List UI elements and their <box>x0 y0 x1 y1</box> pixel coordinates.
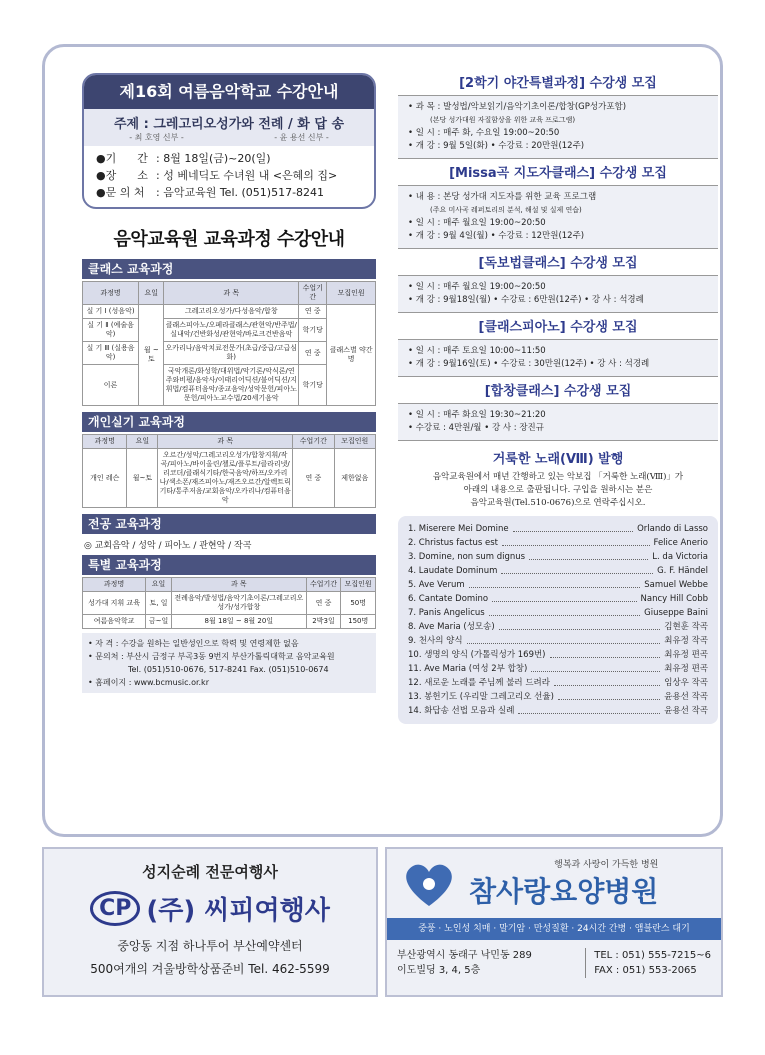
song-row <box>408 634 708 648</box>
cell: 클래스별 약간명 <box>327 305 376 406</box>
heart-logo-icon <box>399 858 459 910</box>
song-row <box>408 662 708 676</box>
song-row <box>408 690 708 704</box>
song-title: 3. Domine, non sum dignus <box>408 552 526 562</box>
section-title: [Missa곡 지도자클래스] 수강생 모집 <box>449 166 667 181</box>
info-key: ●기 간 <box>96 152 148 165</box>
cell: 연 중 <box>306 592 341 615</box>
song-row <box>408 550 708 564</box>
travel-branch: 중앙동 지점 하나투어 부산예약센터 <box>117 939 303 953</box>
cell: 150명 <box>341 615 376 629</box>
travel-name: (주) 씨피여행사 <box>146 896 330 926</box>
song-row <box>408 704 708 718</box>
dot-leader <box>529 550 648 560</box>
song-composer: 임상우 작곡 <box>664 678 708 688</box>
lecturer-2: - 윤 용선 신부 - <box>274 133 329 142</box>
lecturer-1: - 최 호영 신부 - <box>129 133 184 142</box>
info-key: ●장 소 <box>96 169 148 182</box>
cell: 연 중 <box>299 342 327 365</box>
summer-school-title: 제16회 여름음악학교 수강안내 <box>84 75 374 109</box>
line: • 일 시 : 매주 월요일 19:00~20:50 <box>408 218 546 228</box>
song-title: 1. Miserere Mei Domine <box>408 524 509 534</box>
line: • 일 시 : 매주 화요일 19:30~21:20 <box>408 410 546 420</box>
song-title: 12. 새로운 노래를 주님께 불러 드려라 <box>408 678 550 688</box>
song-composer: L. da Victoria <box>652 552 708 562</box>
evening-course <box>398 73 718 159</box>
piano-course <box>398 317 718 377</box>
song-composer: 김현훈 작곡 <box>664 622 708 632</box>
song-title: 6. Cantate Domino <box>408 594 489 604</box>
line: • 내 용 : 본당 성가대 지도자를 위한 교육 프로그램 <box>408 192 597 202</box>
hospital-addr: 부산광역시 동래구 낙민동 289 <box>397 950 532 961</box>
dot-leader <box>489 606 640 616</box>
song-title: 5. Ave Verum <box>408 580 465 590</box>
cell: 2박3일 <box>306 615 341 629</box>
class-table <box>82 281 376 406</box>
travel-phone: 500여개의 겨울방학상품준비 Tel. 462-5599 <box>90 962 330 976</box>
hospital-ad <box>385 847 723 997</box>
songbook-desc: 음악교육원(Tel.510-0676)으로 연락주십시오. <box>470 498 646 508</box>
left-column <box>82 73 376 693</box>
th: 과정명 <box>83 282 139 305</box>
note-line: • 문의처 : 부산시 금정구 부곡3동 9번지 부산가톨릭대학교 음악교육원 <box>88 652 335 661</box>
line: (주요 미사곡 레퍼토리의 분석, 해설 및 실제 연습) <box>430 206 582 214</box>
travel-ad <box>42 847 378 997</box>
individual-section-title: 개인실기 교육과정 <box>82 412 376 432</box>
songbook-desc: 아래의 내용으로 출판됩니다. 구입을 원하시는 분은 <box>463 485 653 495</box>
hospital-slogan: 행복과 사랑이 가득한 병원 <box>554 860 659 870</box>
song-title: 14. 화답송 선법 모음과 실례 <box>408 706 515 716</box>
travel-tagline: 성지순례 전문여행사 <box>142 863 278 881</box>
cell: 국악개론/화성학/대위법/악기론/악식론/연주와비평/음악사/이태리어딕션/불어딕션/지휘법/컴퓨터음악/종교음악/성악문헌/피아노문헌/피아노교수법/20세기음악 <box>164 365 299 406</box>
summer-school-theme: 주제 : 그레고리오성가와 전례 / 화 답 송 <box>114 117 344 132</box>
dot-leader <box>467 634 661 644</box>
line: (본당 성가대원 자질함상을 위한 교육 프로그램) <box>430 116 576 124</box>
th: 모집인원 <box>334 435 375 449</box>
song-composer: Samuel Webbe <box>644 580 708 590</box>
th: 모집인원 <box>341 578 376 592</box>
song-title: 11. Ave Maria (여성 2부 합창) <box>408 664 528 674</box>
line: • 일 시 : 매주 월요일 19:00~20:50 <box>408 282 546 292</box>
cell: 실 기 Ⅱ (예술음악) <box>83 319 139 342</box>
dot-leader <box>518 704 660 714</box>
cell: 50명 <box>341 592 376 615</box>
sightreading-course <box>398 253 718 313</box>
hospital-services: 중풍 · 노인성 치매 · 말기암 · 만성질환 · 24시간 간병 · 앰블란스 대기 <box>387 918 721 940</box>
cell: 이론 <box>83 365 139 406</box>
major-section-title: 전공 교육과정 <box>82 514 376 534</box>
song-row <box>408 564 708 578</box>
dot-leader <box>558 690 660 700</box>
cell: 연 중 <box>299 305 327 319</box>
section-title: [클래스피아노] 수강생 모집 <box>478 320 638 335</box>
cell: 여름음악학교 <box>83 615 146 629</box>
song-row <box>408 648 708 662</box>
song-row <box>408 536 708 550</box>
th: 수업기간 <box>293 435 334 449</box>
th: 모집인원 <box>327 282 376 305</box>
songbook-title: 거룩한 노래(Ⅷ) 발행 <box>492 452 624 467</box>
song-composer: 윤용선 작곡 <box>664 706 708 716</box>
song-row <box>408 606 708 620</box>
song-title: 8. Ave Maria (성모송) <box>408 622 495 632</box>
cell: 토, 일 <box>146 592 172 615</box>
line: • 개 강 : 9월18일(월) • 수강료 : 6만원(12주) • 강 사 : 석경례 <box>408 295 644 305</box>
song-title: 2. Christus factus est <box>408 538 498 548</box>
notes-box <box>82 633 376 693</box>
line: • 개 강 : 9월16일(토) • 수강료 : 30만원(12주) • 강 사 : 석경례 <box>408 359 650 369</box>
cell: 성가대 지휘 교육 <box>83 592 146 615</box>
song-title: 7. Panis Angelicus <box>408 608 485 618</box>
th: 과정명 <box>83 578 146 592</box>
song-list <box>398 516 718 724</box>
cell: 연 중 <box>293 449 334 508</box>
cell: 학기당 <box>299 365 327 406</box>
song-composer: 최유정 작곡 <box>664 636 708 646</box>
dot-leader <box>502 536 650 546</box>
th: 수업기간 <box>299 282 327 305</box>
song-composer: Felice Anerio <box>653 538 708 548</box>
th: 요일 <box>146 578 172 592</box>
dot-leader <box>492 592 636 602</box>
th: 과정명 <box>83 435 127 449</box>
line: • 일 시 : 매주 토요일 10:00~11:50 <box>408 346 546 356</box>
note-line: Tel. (051)510-0676, 517-8241 Fax. (051)510-0674 <box>128 665 329 674</box>
line: • 개 강 : 9월 5일(화) • 수강료 : 20만원(12주) <box>408 141 585 151</box>
major-list: ◎ 교회음악 / 성악 / 피아노 / 관현악 / 작곡 <box>84 541 252 551</box>
info-value: : 성 베네딕도 수녀원 내 <은혜의 집> <box>156 169 338 182</box>
songbook-desc: 음악교육원에서 매년 간행하고 있는 악보집 「거룩한 노래(Ⅷ)」가 <box>432 472 684 482</box>
cell: 제한없음 <box>334 449 375 508</box>
dot-leader <box>501 564 653 574</box>
song-title: 13. 봉헌기도 (우리말 그레고리오 선율) <box>408 692 554 702</box>
dot-leader <box>550 648 661 658</box>
th: 과 목 <box>158 435 293 449</box>
line: • 개 강 : 9월 4일(월) • 수강료 : 12만원(12주) <box>408 231 585 241</box>
cell: 금~일 <box>146 615 172 629</box>
summer-school-box <box>82 73 376 209</box>
individual-table <box>82 434 376 508</box>
class-section-title: 클래스 교육과정 <box>82 259 376 279</box>
song-composer: G. F. Händel <box>657 566 708 576</box>
song-composer: Nancy Hill Cobb <box>640 594 708 604</box>
song-title: 9. 천사의 양식 <box>408 636 463 646</box>
song-row <box>408 676 708 690</box>
th: 요일 <box>139 282 164 305</box>
cell: 전례음악/발성법/음악기초이론/그레고리오성가/성가합창 <box>171 592 306 615</box>
choir-course <box>398 381 718 441</box>
info-value: : 음악교육원 Tel. (051)517-8241 <box>156 186 325 199</box>
song-title: 10. 생명의 양식 (가톨릭성가 169번) <box>408 650 546 660</box>
cell: 8월 18일 ~ 8월 20일 <box>171 615 306 629</box>
info-key: ●문 의 처 <box>96 186 145 199</box>
dot-leader <box>499 620 661 630</box>
line: • 과 목 : 발성법/악보읽기/음악기초이론/합창(GP성가포함) <box>408 102 627 112</box>
song-composer: Orlando di Lasso <box>637 524 708 534</box>
cell: 클래스피아노/오페라클래스/관현악/반주법/실내악/건반화성/관현악/바로크건반음악 <box>164 319 299 342</box>
cell: 그레고리오성가/다성음악/합창 <box>164 305 299 319</box>
missa-course <box>398 163 718 249</box>
song-composer: 최유정 편곡 <box>664 650 708 660</box>
right-column <box>398 73 718 724</box>
cell: 개인 레슨 <box>83 449 127 508</box>
th: 요일 <box>127 435 158 449</box>
song-row <box>408 620 708 634</box>
cell: 실 기 Ⅰ (성음악) <box>83 305 139 319</box>
hospital-addr: 이도빌딩 3, 4, 5층 <box>397 965 481 976</box>
hospital-tel: TEL : 051) 555-7215~6 <box>594 950 711 961</box>
main-title: 음악교육원 교육과정 수강안내 <box>113 229 345 250</box>
song-title: 4. Laudate Dominum <box>408 566 498 576</box>
dot-leader <box>554 676 660 686</box>
song-row <box>408 592 708 606</box>
info-value: : 8월 18일(금)~20(일) <box>156 152 271 165</box>
song-composer: Giuseppe Baini <box>644 608 708 618</box>
cell: 월~토 <box>127 449 158 508</box>
cell: 실 기 Ⅲ (실용음악) <box>83 342 139 365</box>
section-title: [2학기 야간특별과정] 수강생 모집 <box>459 76 657 91</box>
th: 과 목 <box>171 578 306 592</box>
special-section-title: 특별 교육과정 <box>82 555 376 575</box>
cell: 월 ~ 토 <box>139 305 164 406</box>
special-table <box>82 577 376 629</box>
note-line: • 자 격 : 수강을 원하는 일반성인으로 학력 및 연령제한 없음 <box>88 639 299 648</box>
cell: 오르간/성악/그레고리오성가/합창지휘/작곡/피아노/바이올린/첼로/플루트/클라리넷/리코더/클래식기타/한국음악/하프/오카리나/색소폰/재즈피아노/재즈오르간/알렉트릭기타/통주저음/교회음악/오카리나/컴퓨터음악 <box>158 449 293 508</box>
hospital-name: 참사랑요양병원 <box>469 875 659 908</box>
song-composer: 윤용선 작곡 <box>664 692 708 702</box>
line: • 수강료 : 4만원/월 • 강 사 : 장진규 <box>408 423 544 433</box>
th: 과 목 <box>164 282 299 305</box>
cp-logo-icon: CP <box>90 891 140 926</box>
section-title: [합창클래스] 수강생 모집 <box>484 384 632 399</box>
section-title: [독보법클래스] 수강생 모집 <box>478 256 638 271</box>
song-composer: 최유정 편곡 <box>664 664 708 674</box>
cell: 오카리나/음악치료전문가(초급/중급/고급심화) <box>164 342 299 365</box>
hospital-fax: FAX : 051) 553-2065 <box>594 965 697 976</box>
dot-leader <box>531 662 660 672</box>
cell: 학기당 <box>299 319 327 342</box>
th: 수업기간 <box>306 578 341 592</box>
dot-leader <box>469 578 641 588</box>
line: • 일 시 : 매주 화, 수요일 19:00~20:50 <box>408 128 560 138</box>
song-row <box>408 522 708 536</box>
song-row <box>408 578 708 592</box>
note-line: • 홈페이지 : www.bcmusic.or.kr <box>88 678 209 687</box>
dot-leader <box>513 522 634 532</box>
